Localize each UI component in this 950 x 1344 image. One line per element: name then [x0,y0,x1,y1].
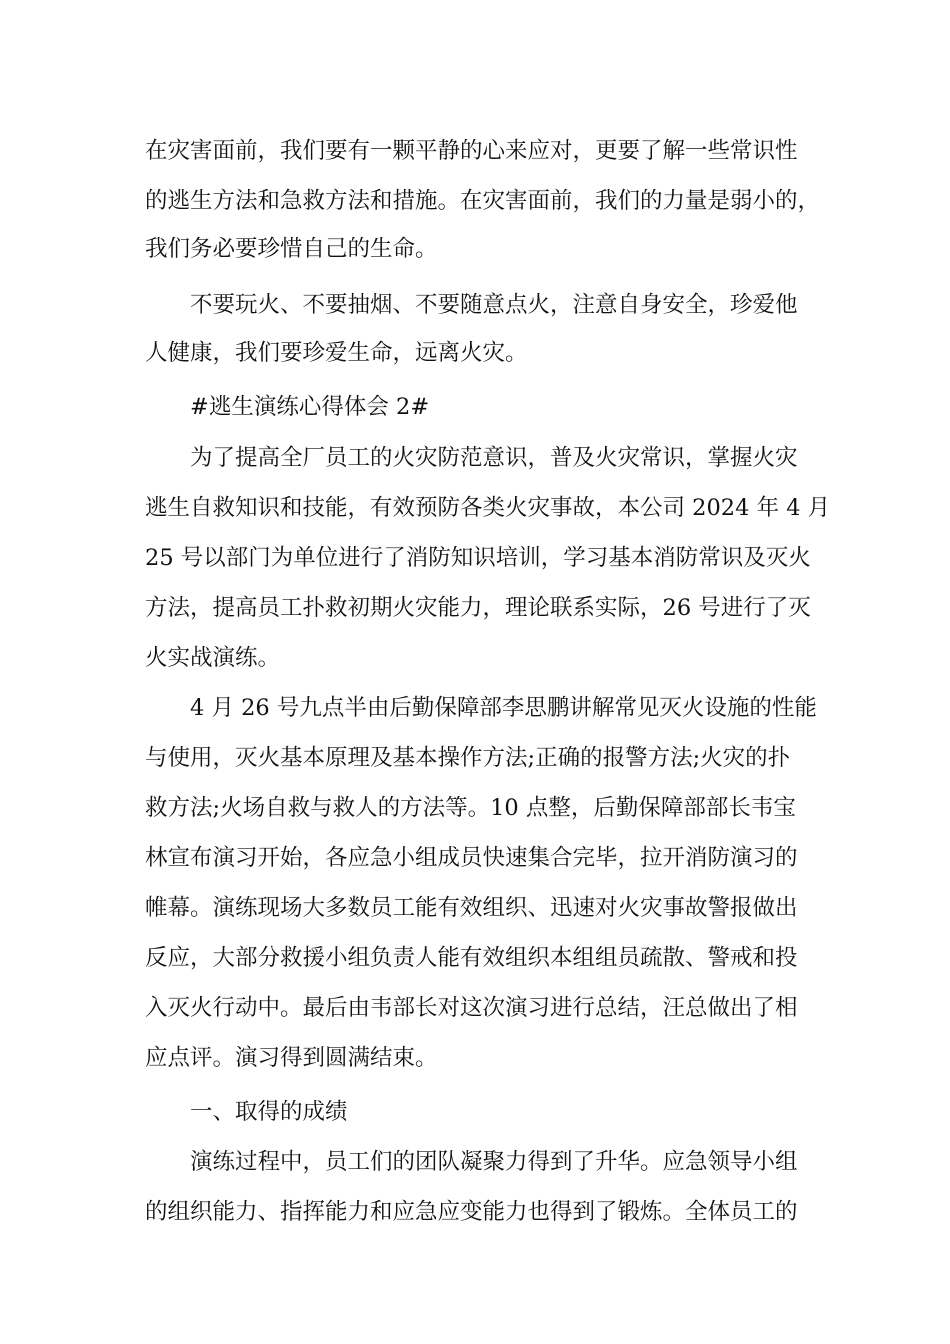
paragraph-line: 演练过程中，员工们的团队凝聚力得到了升华。应急领导小组 [190,1149,798,1175]
paragraph-line: 25 号以部门为单位进行了消防知识培训，学习基本消防常识及灭火 [145,545,811,571]
paragraph-line: 为了提高全厂员工的火灾防范意识，普及火灾常识，掌握火灾 [190,445,798,471]
section-heading: #逃生演练心得体会 2# [190,394,430,420]
paragraph-line: 方法，提高员工扑救初期火灾能力，理论联系实际，26 号进行了灭 [145,595,811,621]
paragraph-line: 反应，大部分救援小组负责人能有效组织本组组员疏散、警戒和投 [145,945,798,971]
paragraph-line: 的逃生方法和急救方法和措施。在灾害面前，我们的力量是弱小的， [145,188,821,214]
paragraph-line: 不要玩火、不要抽烟、不要随意点火，注意自身安全，珍爱他 [190,292,798,318]
paragraph-line: 逃生自救知识和技能，有效预防各类火灾事故，本公司 2024 年 4 月 [145,495,831,521]
paragraph-line: 帷幕。演练现场大多数员工能有效组织、迅速对火灾事故警报做出 [145,895,798,921]
section-heading: 一、取得的成绩 [190,1099,348,1125]
paragraph-line: 的组织能力、指挥能力和应急应变能力也得到了锻炼。全体员工的 [145,1199,798,1225]
paragraph-line: 火实战演练。 [145,645,281,671]
paragraph-line: 与使用，灭火基本原理及基本操作方法;正确的报警方法;火灾的扑 [145,745,791,771]
paragraph-line: 入灭火行动中。最后由韦部长对这次演习进行总结，汪总做出了相 [145,995,798,1021]
paragraph-line: 应点评。演习得到圆满结束。 [145,1045,438,1071]
paragraph-line: 在灾害面前，我们要有一颗平静的心来应对，更要了解一些常识性 [145,138,798,164]
paragraph-line: 人健康，我们要珍爱生命，远离火灾。 [145,340,528,366]
paragraph-line: 林宣布演习开始，各应急小组成员快速集合完毕，拉开消防演习的 [145,845,798,871]
paragraph-line: 救方法;火场自救与救人的方法等。10 点整，后勤保障部部长韦宝 [145,795,796,821]
paragraph-line: 4 月 26 号九点半由后勤保障部李思鹏讲解常见灭火设施的性能 [190,695,817,721]
paragraph-line: 我们务必要珍惜自己的生命。 [145,236,438,262]
